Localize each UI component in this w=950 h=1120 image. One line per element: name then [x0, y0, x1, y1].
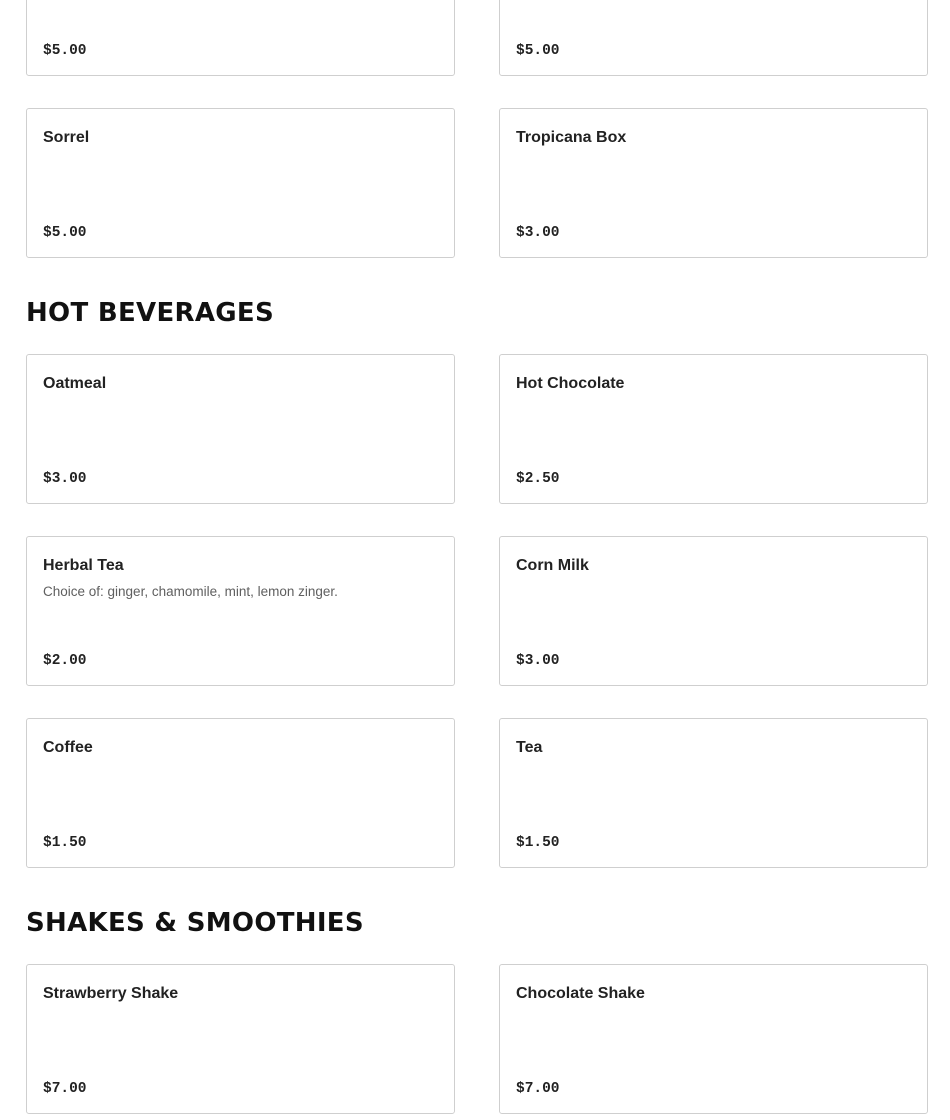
menu-item-price: $1.50: [43, 835, 87, 851]
menu-item-strawberry-shake[interactable]: [26, 964, 455, 1114]
section-title-shakes-smoothies: SHAKES & SMOOTHIES: [26, 908, 364, 938]
menu-item-sorrel[interactable]: [26, 108, 455, 258]
menu-item-name: Corn Milk: [516, 557, 589, 574]
menu-item-price: $5.00: [43, 225, 87, 241]
menu-item-herbal-tea[interactable]: [26, 536, 455, 686]
menu-item-price: $3.00: [43, 471, 87, 487]
section-title-hot-beverages: HOT BEVERAGES: [26, 298, 274, 328]
menu-item-price: $5.00: [516, 43, 560, 59]
menu-item-name: Chocolate Shake: [516, 985, 645, 1002]
menu-item-name: Strawberry Shake: [43, 985, 179, 1002]
menu-item-price: $7.00: [516, 1081, 560, 1097]
menu-item-corn-milk[interactable]: [499, 536, 928, 686]
menu-item-price: $7.00: [43, 1081, 87, 1097]
menu-item-name: Sorrel: [43, 129, 90, 146]
menu-item-name: Oatmeal: [43, 375, 107, 392]
menu-item-name: Tea: [516, 739, 543, 756]
menu-item-card[interactable]: [26, 0, 455, 76]
menu-item-price: $5.00: [43, 43, 87, 59]
menu-item-name: Coffee: [43, 739, 93, 756]
menu-item-chocolate-shake[interactable]: [499, 964, 928, 1114]
menu-item-price: $3.00: [516, 653, 560, 669]
menu-item-card[interactable]: [499, 0, 928, 76]
menu-item-name: Herbal Tea: [43, 557, 124, 574]
menu-item-tropicana-box[interactable]: [499, 108, 928, 258]
menu-item-coffee[interactable]: [26, 718, 455, 868]
menu-item-hot-chocolate[interactable]: [499, 354, 928, 504]
menu-item-price: $3.00: [516, 225, 560, 241]
menu-item-name: Hot Chocolate: [516, 375, 625, 392]
menu-item-price: $2.00: [43, 653, 87, 669]
menu-item-description: Choice of: ginger, chamomile, mint, lemon zinger.: [43, 584, 338, 599]
menu-item-name: Tropicana Box: [516, 129, 627, 146]
menu-item-oatmeal[interactable]: [26, 354, 455, 504]
menu-item-tea[interactable]: [499, 718, 928, 868]
menu-item-price: $2.50: [516, 471, 560, 487]
menu-item-price: $1.50: [516, 835, 560, 851]
